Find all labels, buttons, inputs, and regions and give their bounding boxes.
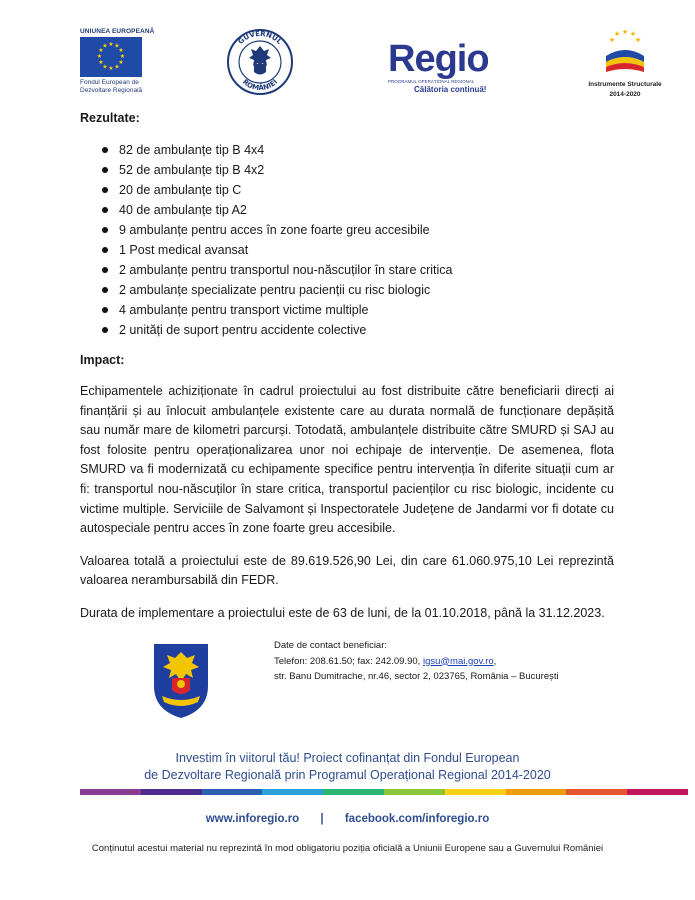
eu-subtitle-line1: Fondul European de xyxy=(80,79,139,86)
bullet-icon xyxy=(102,187,108,193)
svg-text:★: ★ xyxy=(629,30,637,38)
impact-paragraph: Echipamentele achiziționate în cadrul proiectului au fost distribuite către beneficiarii direcți ai finanțării și au înlocuit ambulanțele existente care au durata normală de funcționare depășită sau număr mare de kilometri parcurși. Totodată, ambulanțele distribuite către SMURD și SAJ au fost folosite pentru operaționalizarea unor noi echipaje de intervenție. De asemenea, flota SMURD va fi modernizată cu echipamente specifice pentru intervenția în diferite situații cum ar fi: transportul nou-născuților în stare critica, transportul pacienților cu risc biologic, incidente cu victime multiple. Serviciile de Salvamont și Inspectoratele Județene de Jandarmi vor fi dotate cu autospeciale pentru acces în zone foarte greu accesibile. xyxy=(80,384,614,536)
list-item: 1 Post medical avansat xyxy=(80,240,614,260)
contact-block xyxy=(150,638,620,724)
list-item: 2 ambulanțe specializate pentru pacienții cu risc biologic xyxy=(80,280,614,300)
bullet-icon xyxy=(102,227,108,233)
list-item: 82 de ambulanțe tip B 4x4 xyxy=(80,140,614,160)
svg-text:★: ★ xyxy=(114,63,120,71)
main-content xyxy=(80,110,614,624)
color-bar-segment xyxy=(627,789,688,795)
regio-wordmark: Regio xyxy=(388,38,489,80)
guvernul-romaniei-seal-icon xyxy=(226,28,294,96)
instrumente-line2: 2014-2020 xyxy=(609,91,641,98)
list-item: 52 de ambulanțe tip B 4x2 xyxy=(80,160,614,180)
list-item: 20 de ambulanțe tip C xyxy=(80,180,614,200)
duration-paragraph: Durata de implementare a proiectului este de 63 de luni, de la 01.10.2018, până la 31.12.2023. xyxy=(80,605,605,620)
regio-logo xyxy=(388,40,528,92)
bullet-icon xyxy=(102,267,108,273)
footer-links xyxy=(0,813,695,825)
bullet-icon xyxy=(102,167,108,173)
instrumente-structurale-icon xyxy=(600,26,650,74)
bullet-icon xyxy=(102,327,108,333)
svg-text:★: ★ xyxy=(613,30,621,38)
bullet-icon xyxy=(102,287,108,293)
instrumente-structurale-logo xyxy=(588,26,662,106)
color-bar-segment xyxy=(566,789,627,795)
svg-text:GUVERNUL: GUVERNUL xyxy=(236,29,284,46)
website-link[interactable]: www.inforegio.ro xyxy=(205,813,300,825)
svg-text:★: ★ xyxy=(102,42,108,50)
list-item: 9 ambulanțe pentru acces în zone foarte greu accesibile xyxy=(80,220,614,240)
svg-text:★: ★ xyxy=(98,47,104,54)
svg-text:★: ★ xyxy=(102,63,108,71)
header-logos xyxy=(0,26,695,100)
contact-address: str. Banu Dumitrache, nr.46, sector 2, 023765, România – București xyxy=(274,671,559,682)
impact-heading: Impact: xyxy=(80,353,125,367)
color-bar-segment xyxy=(445,789,506,795)
rezultate-heading: Rezultate: xyxy=(80,111,140,125)
color-bar-segment xyxy=(202,789,263,795)
color-bar-segment xyxy=(384,789,445,795)
color-bar-segment xyxy=(141,789,202,795)
svg-text:★: ★ xyxy=(96,53,103,60)
svg-text:★: ★ xyxy=(98,59,104,66)
color-bar-segment xyxy=(506,789,567,795)
contact-title: Date de contact beneficiar: xyxy=(274,640,388,651)
svg-text:★: ★ xyxy=(108,65,114,72)
list-item: 2 unități de suport pentru accidente colective xyxy=(80,320,614,340)
eu-caption: UNIUNEA EUROPEANĂ xyxy=(80,28,155,35)
bullet-icon xyxy=(102,147,108,153)
color-bar-segment xyxy=(262,789,323,795)
regio-tagline: Călătoria continuă! xyxy=(414,85,487,94)
svg-text:★: ★ xyxy=(118,47,124,54)
link-separator: | xyxy=(320,813,324,825)
contact-email-link[interactable]: igsu@mai.gov.ro xyxy=(422,655,494,667)
svg-text:★: ★ xyxy=(608,36,616,44)
eu-flag-icon xyxy=(80,37,142,77)
bullet-icon xyxy=(102,207,108,213)
bullet-icon xyxy=(102,247,108,253)
regio-small-text: PROGRAMUL OPERAȚIONAL REGIONAL xyxy=(388,79,475,84)
footer-disclaimer: Conținutul acestui material nu reprezintă în mod obligatoriu poziția oficială a Uniunii Europene sau a Guvernului României xyxy=(91,843,604,854)
facebook-link[interactable]: facebook.com/inforegio.ro xyxy=(344,813,490,825)
contact-phone: Telefon: 208.61.50; fax: 242.09.90, igsu@mai.gov.ro, xyxy=(274,655,497,667)
list-item: 40 de ambulanțe tip A2 xyxy=(80,200,614,220)
rezultate-list xyxy=(80,140,614,340)
color-bar-segment xyxy=(323,789,384,795)
svg-text:★: ★ xyxy=(621,28,629,36)
slogan-line1: Investim în viitorul tău! Proiect cofinanțat din Fondul European xyxy=(175,751,520,765)
svg-text:★: ★ xyxy=(114,42,120,50)
list-item: 2 ambulanțe pentru transportul nou-născuților în stare critica xyxy=(80,260,614,280)
instrumente-line1: Instrumente Structurale xyxy=(588,81,662,88)
list-item: 4 ambulanțe pentru transport victime multiple xyxy=(80,300,614,320)
bullet-icon xyxy=(102,307,108,313)
contact-details xyxy=(274,638,564,685)
svg-text:★: ★ xyxy=(634,36,642,44)
slogan-line2: de Dezvoltare Regională prin Programul Operațional Regional 2014-2020 xyxy=(144,768,551,782)
svg-text:★: ★ xyxy=(108,41,114,48)
eu-subtitle-line2: Dezvoltare Regională xyxy=(80,87,143,94)
romania-coat-of-arms-icon xyxy=(150,640,212,720)
color-bar-segment xyxy=(80,789,141,795)
footer-color-bar xyxy=(80,789,688,795)
svg-text:★: ★ xyxy=(119,53,126,60)
footer-slogan xyxy=(0,750,695,784)
value-paragraph: Valoarea totală a proiectului este de 89.619.526,90 Lei, din care 61.060.975,10 Lei reprezintă valoarea nerambursabilă din FEDR. xyxy=(80,553,614,588)
svg-text:★: ★ xyxy=(118,59,124,66)
eu-logo xyxy=(80,28,160,95)
svg-text:ROMÂNIEI: ROMÂNIEI xyxy=(240,77,280,93)
eu-subtitle xyxy=(80,79,160,95)
